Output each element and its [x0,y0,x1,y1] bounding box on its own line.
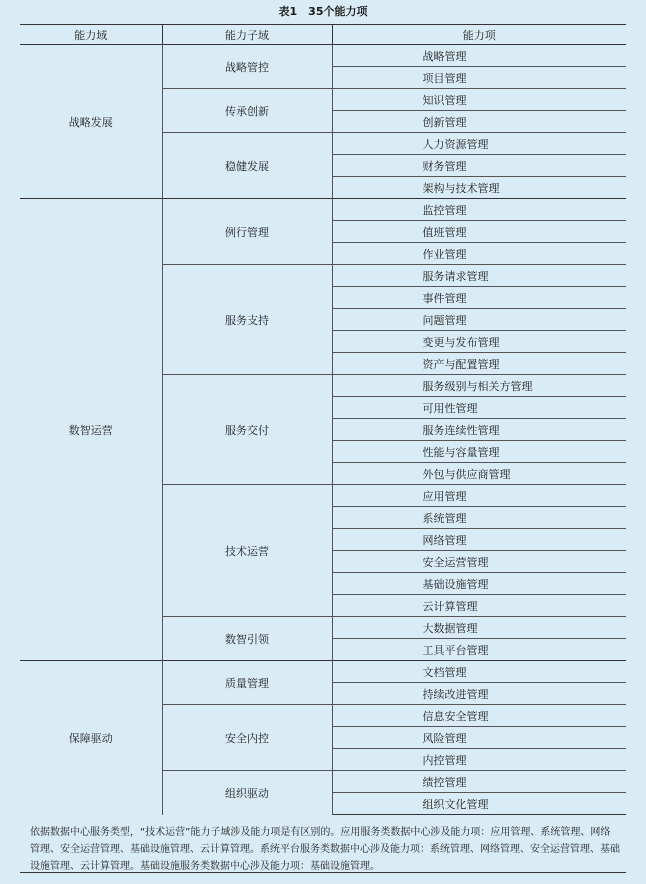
item-cell: 文档管理 [332,661,626,683]
item-cell: 组织文化管理 [332,793,626,815]
subdomain-cell: 质量管理 [162,661,332,705]
domain-cell: 战略发展 [20,45,162,199]
item-cell: 网络管理 [332,529,626,551]
item-cell: 性能与容量管理 [332,441,626,463]
item-cell: 创新管理 [332,111,626,133]
item-cell: 服务级别与相关方管理 [332,375,626,397]
capability-table [20,24,626,815]
item-cell: 值班管理 [332,221,626,243]
item-cell: 作业管理 [332,243,626,265]
item-cell: 服务请求管理 [332,265,626,287]
header-subdomain: 能力子域 [162,25,332,45]
subdomain-cell: 传承创新 [162,89,332,133]
item-cell: 问题管理 [332,309,626,331]
subdomain-cell: 战略管控 [162,45,332,89]
subdomain-cell: 例行管理 [162,199,332,265]
item-cell: 事件管理 [332,287,626,309]
item-cell: 工具平台管理 [332,639,626,661]
subdomain-cell: 组织驱动 [162,771,332,815]
item-cell: 信息安全管理 [332,705,626,727]
subdomain-cell: 数智引领 [162,617,332,661]
subdomain-cell: 安全内控 [162,705,332,771]
table-footnote: 依据数据中心服务类型，“技术运营”能力子域涉及能力项是有区别的。应用服务类数据中心涉及能力项：应用管理、系统管理、网络管理、安全运营管理、基础设施管理、云计算管理。系统平台服务类数据中心涉及能力项：系统管理、网络管理、安全运营管理、基础设施管理、云计算管理。基础设施服务类数据中心涉及能力项：基础设施管理。 [30,827,620,872]
item-cell: 项目管理 [332,67,626,89]
item-cell: 战略管理 [332,45,626,67]
subdomain-cell: 服务交付 [162,375,332,485]
item-cell: 监控管理 [332,199,626,221]
item-cell: 人力资源管理 [332,133,626,155]
item-cell: 架构与技术管理 [332,177,626,199]
item-cell: 系统管理 [332,507,626,529]
item-cell: 基础设施管理 [332,573,626,595]
table-caption: 表1 35个能力项 [278,5,368,18]
header-item: 能力项 [332,25,626,45]
header-row [20,25,626,45]
table-row [20,199,626,221]
item-cell: 资产与配置管理 [332,353,626,375]
item-cell: 可用性管理 [332,397,626,419]
item-cell: 大数据管理 [332,617,626,639]
item-cell: 云计算管理 [332,595,626,617]
item-cell: 内控管理 [332,749,626,771]
item-cell: 持续改进管理 [332,683,626,705]
domain-cell: 保障驱动 [20,661,162,815]
table-row [20,45,626,67]
item-cell: 知识管理 [332,89,626,111]
item-cell: 变更与发布管理 [332,331,626,353]
item-cell: 应用管理 [332,485,626,507]
subdomain-cell: 服务支持 [162,265,332,375]
domain-cell: 数智运营 [20,199,162,661]
item-cell: 风险管理 [332,727,626,749]
item-cell: 服务连续性管理 [332,419,626,441]
bottom-rule [20,872,626,873]
item-cell: 安全运营管理 [332,551,626,573]
subdomain-cell: 稳健发展 [162,133,332,199]
table-row [20,661,626,683]
item-cell: 财务管理 [332,155,626,177]
header-domain: 能力域 [20,25,162,45]
item-cell: 绩控管理 [332,771,626,793]
subdomain-cell: 技术运营 [162,485,332,617]
item-cell: 外包与供应商管理 [332,463,626,485]
